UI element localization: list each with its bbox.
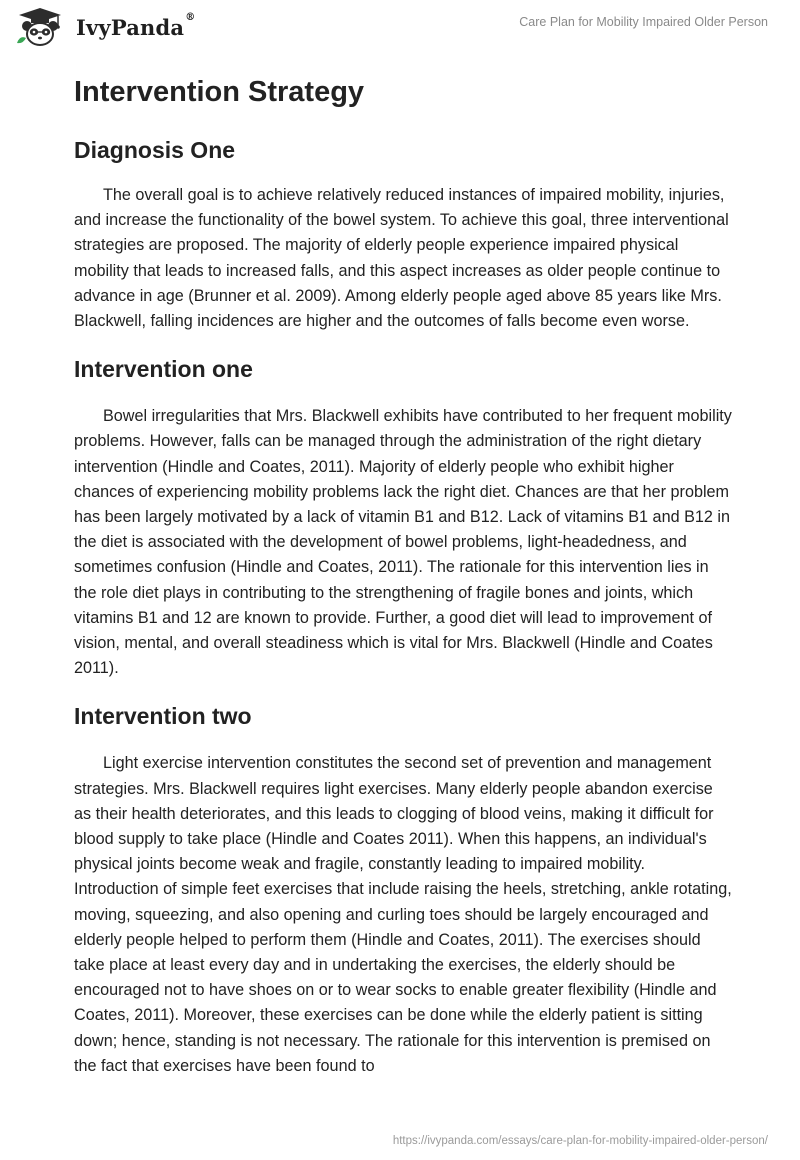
section-paragraph-diagnosis-one: The overall goal is to achieve relatively reduced instances of impaired mobility, injuries, and increase the functionality of the bowel system. To achieve this goal, three interventional strategies are proposed. The majority of elderly people experience impaired physical mobility that leads to increased falls, and this aspect increases as older people continue to advance in age (Brunner et al. 2009). Among elderly people aged above 85 years like Mrs. Blackwell, falling incidences are higher and the outcomes of falls become even worse.: [74, 186, 729, 331]
page-title: Intervention Strategy: [74, 76, 365, 108]
brand-logo[interactable]: [14, 8, 195, 46]
section-paragraph-intervention-one: Bowel irregularities that Mrs. Blackwell exhibits have contributed to her frequent mobility problems. However, falls can be managed through the administration of the right dietary intervention (Hindle and Coates, 2011). Majority of elderly people who exhibit higher chances of experiencing mobility problems lack the right diet. Chances are that her problem has been largely motivated by a lack of vitamin B1 and B12. Lack of vitamins B1 and B12 in the diet is associated with the development of bowel problems, light-headedness, and sometimes confusion (Hindle and Coates, 2011). The rationale for this intervention lies in the role diet plays in contributing to the strengthening of fragile bones and joints, which vitamins B1 and 12 are known to provide. Further, a good diet will lead to improvement of vision, mental, and overall steadiness which is vital for Mrs. Blackwell (Hindle and Coates 2011).: [74, 407, 732, 678]
section-heading-intervention-two: Intervention two: [74, 703, 252, 730]
source-url[interactable]: https://ivypanda.com/essays/care-plan-for-mobility-impaired-older-person/: [392, 1135, 768, 1147]
brand-name: IvyPanda®: [76, 11, 196, 40]
document-title: Care Plan for Mobility Impaired Older Person: [519, 15, 768, 29]
page-header: [0, 0, 800, 52]
article-body: [74, 70, 734, 1079]
section-heading-diagnosis-one: Diagnosis One: [74, 137, 236, 163]
panda-graduate-icon: [14, 7, 66, 47]
section-heading-intervention-one: Intervention one: [74, 356, 253, 383]
section-paragraph-intervention-two: Light exercise intervention constitutes the second set of prevention and management strategies. Mrs. Blackwell requires light exercises. Many elderly people abandon exercise as their health deteriorates, and this leads to clogging of blood veins, making it difficult for blood supply to take place (Hindle and Coates 2011). When this happens, an individual's physical joints become weak and fragile, constantly leading to impaired mobility. Introduction of simple feet exercises that include raising the heels, stretching, ankle rotating, moving, squeezing, and also opening and curling toes should be largely encouraged and elderly people helped to perform them (Hindle and Coates, 2011). The exercises should take place at least every day and in undertaking the exercises, the elderly should be encouraged not to have shoes on or to wear socks to enable greater flexibility (Hindle and Coates, 2011). Moreover, these exercises can be done while the elderly patient is sitting down; hence, standing is not necessary. The rationale for this intervention is premised on the fact that exercises have been found to: [74, 754, 732, 1075]
